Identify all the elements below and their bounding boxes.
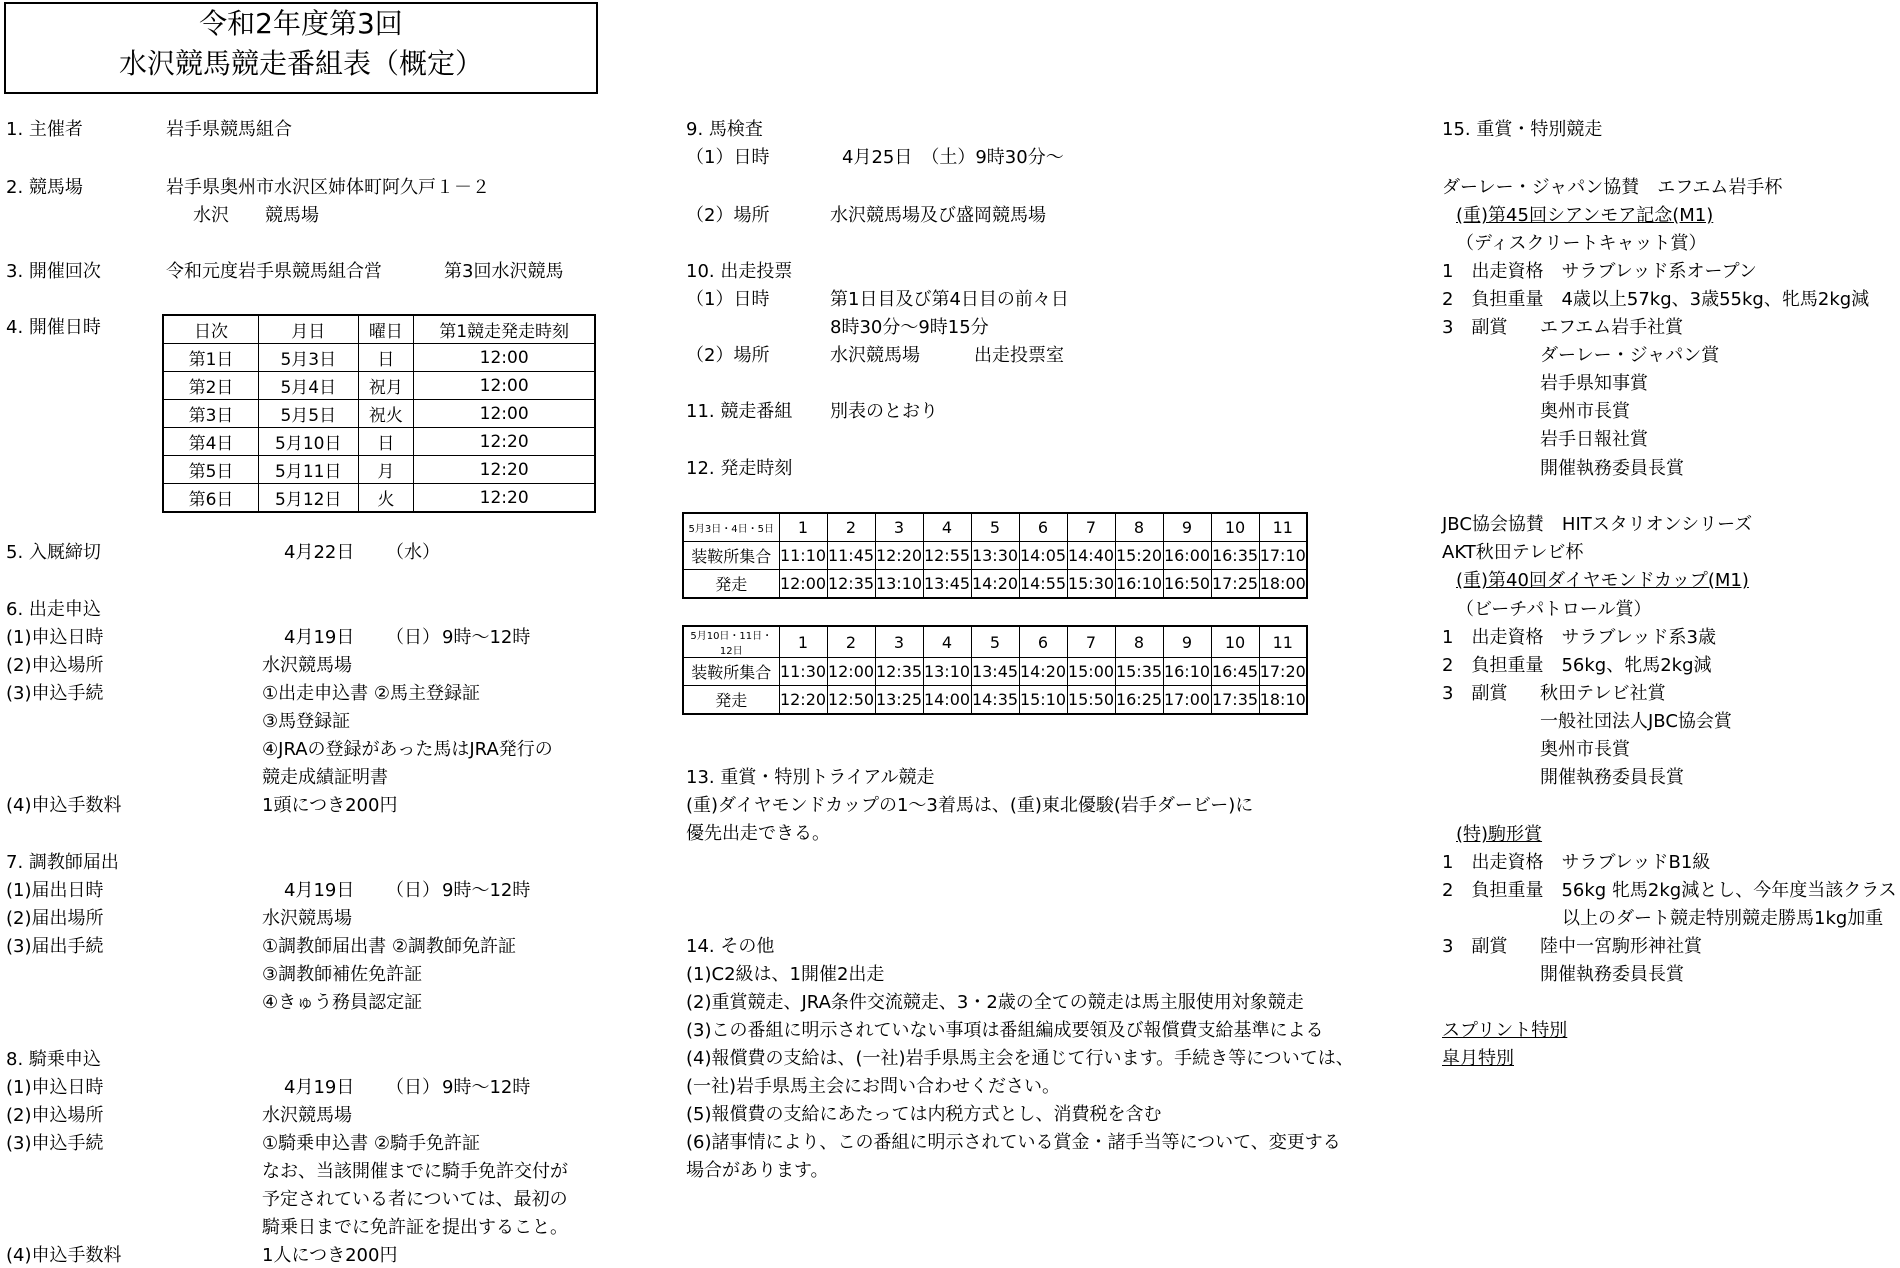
r2-prize: 奥州市長賞 bbox=[1540, 739, 1630, 760]
s6-l2: (2)申込場所 bbox=[6, 655, 104, 676]
race-number: 2 bbox=[827, 513, 875, 542]
cell: 11:45 bbox=[827, 542, 875, 570]
cell: 祝月 bbox=[358, 372, 414, 400]
s7-l3: (3)届出手続 bbox=[6, 936, 104, 957]
s8-l4-val: 1人につき200円 bbox=[262, 1245, 398, 1266]
r1-prize: 開催執務委員長賞 bbox=[1540, 458, 1684, 479]
s3-value: 令和元度岩手県競馬組合営 bbox=[166, 261, 382, 282]
cell: 14:20 bbox=[1019, 658, 1067, 686]
r1-prize: ダーレー・ジャパン賞 bbox=[1540, 345, 1720, 366]
cell: 17:00 bbox=[1163, 686, 1211, 715]
cell: 14:00 bbox=[923, 686, 971, 715]
cell: 12:00 bbox=[414, 344, 595, 372]
s6-l1-time: 9時～12時 bbox=[442, 627, 531, 648]
cell: 12:00 bbox=[414, 372, 595, 400]
s8-l1-date: 4月19日 bbox=[284, 1077, 355, 1098]
s4-label: 4. 開催日時 bbox=[6, 317, 101, 338]
r2-q3: 3 副賞 bbox=[1442, 683, 1508, 704]
cell: 日 bbox=[358, 344, 414, 372]
title-box bbox=[4, 2, 598, 94]
row-label: 装鞍所集合 bbox=[683, 658, 779, 686]
r3-q3: 3 副賞 bbox=[1442, 936, 1508, 957]
cell: 16:50 bbox=[1163, 570, 1211, 599]
s8-label: 8. 騎乗申込 bbox=[6, 1049, 101, 1070]
s8-l4: (4)申込手数料 bbox=[6, 1245, 122, 1266]
race-number: 8 bbox=[1115, 626, 1163, 658]
cell: 12:20 bbox=[875, 542, 923, 570]
cell: 5月10日 bbox=[259, 428, 359, 456]
s7-label: 7. 調教師届出 bbox=[6, 852, 119, 873]
r2-prize: 秋田テレビ社賞 bbox=[1540, 683, 1666, 704]
race-number: 6 bbox=[1019, 513, 1067, 542]
s14-line: (4)報償費の支給は、(一社)岩手県馬主会を通じて行います。手続き等については、 bbox=[686, 1048, 1354, 1069]
race-number: 2 bbox=[827, 626, 875, 658]
s9-l2: （2）場所 bbox=[686, 205, 770, 226]
cell: 第3日 bbox=[163, 400, 259, 428]
s6-label: 6. 出走申込 bbox=[6, 599, 101, 620]
s3-label: 3. 開催回次 bbox=[6, 261, 101, 282]
s1-label: 1. 主催者 bbox=[6, 119, 83, 140]
cell: 16:10 bbox=[1115, 570, 1163, 599]
cell: 13:45 bbox=[923, 570, 971, 599]
s1-value: 岩手県競馬組合 bbox=[166, 119, 292, 140]
s6-l3-v2: ③馬登録証 bbox=[262, 711, 351, 732]
cell: 12:20 bbox=[414, 484, 595, 513]
race-number: 3 bbox=[875, 626, 923, 658]
cell: 14:05 bbox=[1019, 542, 1067, 570]
race-number: 1 bbox=[779, 513, 827, 542]
cell: 17:10 bbox=[1259, 542, 1307, 570]
r1-q3: 3 副賞 bbox=[1442, 317, 1508, 338]
title-line1: 令和2年度第3回 bbox=[199, 7, 403, 40]
r1-prize: 奥州市長賞 bbox=[1540, 401, 1630, 422]
s14-line: (5)報償費の支給にあたっては内税方式とし、消費税を含む bbox=[686, 1104, 1162, 1125]
table-row bbox=[163, 484, 595, 513]
row-label: 発走 bbox=[683, 570, 779, 599]
r2-sub: （ビーチパトロール賞） bbox=[1456, 599, 1652, 620]
cell: 14:40 bbox=[1067, 542, 1115, 570]
s10-l1-val2: 8時30分～9時15分 bbox=[830, 317, 989, 338]
s8-l3-v1: ①騎乗申込書 ②騎手免許証 bbox=[262, 1133, 480, 1154]
s9-l1: （1）日時 bbox=[686, 147, 770, 168]
table1-label: 5月3日・4日・5日 bbox=[683, 513, 779, 542]
s8-l3-v2: なお、当該開催までに騎手免許交付が bbox=[262, 1161, 568, 1182]
cell: 15:50 bbox=[1067, 686, 1115, 715]
cell: 15:00 bbox=[1067, 658, 1115, 686]
cell: 12:55 bbox=[923, 542, 971, 570]
s14-line: (2)重賞競走、JRA条件交流競走、3・2歳の全ての競走は馬主服使用対象競走 bbox=[686, 992, 1304, 1013]
cell: 13:25 bbox=[875, 686, 923, 715]
s9-l2-val: 水沢競馬場及び盛岡競馬場 bbox=[830, 205, 1046, 226]
s8-l1-time: 9時～12時 bbox=[442, 1077, 531, 1098]
r3-q2b: 以上のダート競走特別競走勝馬1kg加重 bbox=[1562, 908, 1884, 929]
cell: 13:10 bbox=[923, 658, 971, 686]
s6-l1-date: 4月19日 bbox=[284, 627, 355, 648]
s10-l2-val2: 出走投票室 bbox=[974, 345, 1064, 366]
s13-l1: (重)ダイヤモンドカップの1～3着馬は、(重)東北優駿(岩手ダービー)に bbox=[686, 795, 1254, 816]
race-number: 8 bbox=[1115, 513, 1163, 542]
schedule-header: 日次 bbox=[163, 315, 259, 344]
r3-prize: 陸中一宮駒形神社賞 bbox=[1540, 936, 1702, 957]
table-row bbox=[163, 372, 595, 400]
r3-q1: 1 出走資格 サラブレッドB1級 bbox=[1442, 852, 1711, 873]
s7-l3-v2: ③調教師補佐免許証 bbox=[262, 964, 423, 985]
cell: 11:10 bbox=[779, 542, 827, 570]
cell: 15:20 bbox=[1115, 542, 1163, 570]
cell: 第2日 bbox=[163, 372, 259, 400]
table-row bbox=[683, 626, 1307, 658]
r2-sponsor: JBC協会協賛 HITスタリオンシリーズ bbox=[1442, 514, 1753, 535]
r3-prize: 開催執務委員長賞 bbox=[1540, 964, 1684, 985]
satsuki-special: 皐月特別 bbox=[1442, 1048, 1514, 1069]
race-number: 7 bbox=[1067, 513, 1115, 542]
r2-prize: 一般社団法人JBC協会賞 bbox=[1540, 711, 1732, 732]
race-number: 3 bbox=[875, 513, 923, 542]
cell: 12:20 bbox=[414, 428, 595, 456]
title-line2: 水沢競馬競走番組表（概定） bbox=[118, 47, 483, 80]
race-number: 4 bbox=[923, 626, 971, 658]
cell: 12:35 bbox=[827, 570, 875, 599]
cell: 16:00 bbox=[1163, 542, 1211, 570]
s10-l2: （2）場所 bbox=[686, 345, 770, 366]
cell: 5月11日 bbox=[259, 456, 359, 484]
s10-l2-val: 水沢競馬場 bbox=[830, 345, 920, 366]
cell: 16:25 bbox=[1115, 686, 1163, 715]
s6-l3-v3: ④JRAの登録があった馬はJRA発行の bbox=[262, 739, 553, 760]
sprint-special: スプリント特別 bbox=[1442, 1020, 1568, 1041]
s8-l3-v3: 予定されている者については、最初の bbox=[262, 1189, 568, 1210]
table-row bbox=[163, 428, 595, 456]
race-number: 10 bbox=[1211, 626, 1259, 658]
cell: 16:45 bbox=[1211, 658, 1259, 686]
race-number: 9 bbox=[1163, 513, 1211, 542]
cell: 17:35 bbox=[1211, 686, 1259, 715]
cell: 16:35 bbox=[1211, 542, 1259, 570]
cell: 第1日 bbox=[163, 344, 259, 372]
cell: 5月5日 bbox=[259, 400, 359, 428]
race-number: 7 bbox=[1067, 626, 1115, 658]
r1-prize: エフエム岩手社賞 bbox=[1540, 317, 1684, 338]
cell: 15:35 bbox=[1115, 658, 1163, 686]
s7-l2: (2)届出場所 bbox=[6, 908, 104, 929]
schedule-header: 第1競走発走時刻 bbox=[414, 315, 595, 344]
cell: 12:00 bbox=[414, 400, 595, 428]
table-row bbox=[683, 570, 1307, 599]
race-number: 11 bbox=[1259, 513, 1307, 542]
s13-l2: 優先出走できる。 bbox=[686, 823, 830, 844]
cell: 14:35 bbox=[971, 686, 1019, 715]
cell: 12:00 bbox=[827, 658, 875, 686]
race-number: 9 bbox=[1163, 626, 1211, 658]
race-number: 5 bbox=[971, 626, 1019, 658]
s2-label: 2. 競馬場 bbox=[6, 177, 83, 198]
cell: 5月3日 bbox=[259, 344, 359, 372]
s2-value2: 水沢 競馬場 bbox=[193, 205, 319, 226]
s6-l3-v4: 競走成績証明書 bbox=[262, 767, 388, 788]
schedule-header: 月日 bbox=[259, 315, 359, 344]
cell: 17:25 bbox=[1211, 570, 1259, 599]
table-row bbox=[683, 513, 1307, 542]
s7-l3-v1: ①調教師届出書 ②調教師免許証 bbox=[262, 936, 516, 957]
s15-label: 15. 重賞・特別競走 bbox=[1442, 119, 1603, 140]
cell: 12:50 bbox=[827, 686, 875, 715]
r2-q2: 2 負担重量 56kg、牝馬2kg減 bbox=[1442, 655, 1712, 676]
post-time-table-2 bbox=[682, 625, 1308, 715]
r2-cup: AKT秋田テレビ杯 bbox=[1442, 542, 1584, 563]
r1-sub: （ディスクリートキャット賞） bbox=[1456, 233, 1707, 254]
r2-q1: 1 出走資格 サラブレッド系3歳 bbox=[1442, 627, 1717, 648]
s8-l3: (3)申込手続 bbox=[6, 1133, 104, 1154]
table-row bbox=[163, 344, 595, 372]
cell: 第6日 bbox=[163, 484, 259, 513]
s14-line: (6)諸事情により、この番組に明示されている賞金・諸手当等について、変更する bbox=[686, 1132, 1341, 1153]
r2-race: (重)第40回ダイヤモンドカップ(M1) bbox=[1456, 570, 1749, 591]
s11-label: 11. 競走番組 bbox=[686, 401, 793, 422]
cell: 火 bbox=[358, 484, 414, 513]
cell: 祝火 bbox=[358, 400, 414, 428]
cell: 日 bbox=[358, 428, 414, 456]
cell: 14:55 bbox=[1019, 570, 1067, 599]
r1-q2: 2 負担重量 4歳以上57kg、3歳55kg、牝馬2kg減 bbox=[1442, 289, 1870, 310]
row-label: 発走 bbox=[683, 686, 779, 715]
s8-l1: (1)申込日時 bbox=[6, 1077, 104, 1098]
s14-line: (一社)岩手県馬主会にお問い合わせください。 bbox=[686, 1076, 1061, 1097]
cell: 5月4日 bbox=[259, 372, 359, 400]
cell: 12:35 bbox=[875, 658, 923, 686]
r1-sponsor: ダーレー・ジャパン協賛 エフエム岩手杯 bbox=[1442, 177, 1783, 198]
r1-prize: 岩手日報社賞 bbox=[1540, 429, 1648, 450]
s7-l3-v3: ④きゅう務員認定証 bbox=[262, 992, 423, 1013]
row-label: 装鞍所集合 bbox=[683, 542, 779, 570]
s7-l1-time: 9時～12時 bbox=[442, 880, 531, 901]
r3-race: (特)駒形賞 bbox=[1456, 824, 1543, 845]
s3-value2: 第3回水沢競馬 bbox=[444, 261, 564, 282]
s9-l1-val: 4月25日 （土）9時30分～ bbox=[842, 147, 1064, 168]
s6-l1: (1)申込日時 bbox=[6, 627, 104, 648]
s7-l1-date: 4月19日 bbox=[284, 880, 355, 901]
s14-line: 場合があります。 bbox=[686, 1160, 829, 1181]
s5-label: 5. 入厩締切 bbox=[6, 542, 101, 563]
race-number: 4 bbox=[923, 513, 971, 542]
s6-l4-val: 1頭につき200円 bbox=[262, 795, 398, 816]
cell: 月 bbox=[358, 456, 414, 484]
s7-l2-val: 水沢競馬場 bbox=[262, 908, 352, 929]
cell: 12:20 bbox=[414, 456, 595, 484]
s8-l3-v4: 騎乗日までに免許証を提出すること。 bbox=[262, 1217, 568, 1238]
s14-label: 14. その他 bbox=[686, 936, 775, 957]
cell: 18:10 bbox=[1259, 686, 1307, 715]
cell: 12:00 bbox=[779, 570, 827, 599]
r1-q1: 1 出走資格 サラブレッド系オープン bbox=[1442, 261, 1757, 282]
race-number: 10 bbox=[1211, 513, 1259, 542]
r3-q2: 2 負担重量 56kg 牝馬2kg減とし、今年度当該クラス bbox=[1442, 880, 1897, 901]
s6-l3-v1: ①出走申込書 ②馬主登録証 bbox=[262, 683, 480, 704]
r2-prize: 開催執務委員長賞 bbox=[1540, 767, 1684, 788]
cell: 14:20 bbox=[971, 570, 1019, 599]
s14-line: (3)この番組に明示されていない事項は番組編成要領及び報償費支給基準による bbox=[686, 1020, 1324, 1041]
race-number: 6 bbox=[1019, 626, 1067, 658]
s6-l2-val: 水沢競馬場 bbox=[262, 655, 352, 676]
cell: 13:10 bbox=[875, 570, 923, 599]
s11-value: 別表のとおり bbox=[830, 401, 938, 422]
cell: 第4日 bbox=[163, 428, 259, 456]
schedule-header: 曜日 bbox=[358, 315, 414, 344]
s6-l4: (4)申込手数料 bbox=[6, 795, 122, 816]
s8-l2-val: 水沢競馬場 bbox=[262, 1105, 352, 1126]
s12-label: 12. 発走時刻 bbox=[686, 458, 793, 479]
table-row bbox=[163, 456, 595, 484]
table2-label: 5月10日・11日・12日 bbox=[683, 626, 779, 658]
s8-l2: (2)申込場所 bbox=[6, 1105, 104, 1126]
cell: 12:20 bbox=[779, 686, 827, 715]
s6-l1-dow: （日） bbox=[386, 627, 440, 648]
cell: 15:10 bbox=[1019, 686, 1067, 715]
cell: 17:20 bbox=[1259, 658, 1307, 686]
cell: 15:30 bbox=[1067, 570, 1115, 599]
schedule-table bbox=[162, 314, 596, 513]
r1-race: (重)第45回シアンモア記念(M1) bbox=[1456, 205, 1714, 226]
r1-prize: 岩手県知事賞 bbox=[1540, 373, 1648, 394]
cell: 13:30 bbox=[971, 542, 1019, 570]
s13-label: 13. 重賞・特別トライアル競走 bbox=[686, 767, 935, 788]
s9-label: 9. 馬検査 bbox=[686, 119, 763, 140]
s6-l3: (3)申込手続 bbox=[6, 683, 104, 704]
race-number: 5 bbox=[971, 513, 1019, 542]
cell: 5月12日 bbox=[259, 484, 359, 513]
table-row bbox=[683, 658, 1307, 686]
race-number: 1 bbox=[779, 626, 827, 658]
cell: 18:00 bbox=[1259, 570, 1307, 599]
s10-l1: （1）日時 bbox=[686, 289, 770, 310]
post-time-table-1 bbox=[682, 512, 1308, 599]
cell: 16:10 bbox=[1163, 658, 1211, 686]
cell: 11:30 bbox=[779, 658, 827, 686]
s7-l1: (1)届出日時 bbox=[6, 880, 104, 901]
schedule-header-row bbox=[163, 315, 595, 344]
race-number: 11 bbox=[1259, 626, 1307, 658]
s14-line: (1)C2級は、1開催2出走 bbox=[686, 964, 885, 985]
s7-l1-dow: （日） bbox=[386, 880, 440, 901]
s10-label: 10. 出走投票 bbox=[686, 261, 793, 282]
s8-l1-dow: （日） bbox=[386, 1077, 440, 1098]
table-row bbox=[683, 686, 1307, 715]
cell: 第5日 bbox=[163, 456, 259, 484]
s5-dow: （水） bbox=[386, 542, 440, 563]
s2-value: 岩手県奥州市水沢区姉体町阿久戸１－２ bbox=[166, 177, 490, 198]
cell: 13:45 bbox=[971, 658, 1019, 686]
table-row bbox=[683, 542, 1307, 570]
s10-l1-val: 第1日目及び第4日目の前々日 bbox=[830, 289, 1069, 310]
s5-date: 4月22日 bbox=[284, 542, 355, 563]
table-row bbox=[163, 400, 595, 428]
